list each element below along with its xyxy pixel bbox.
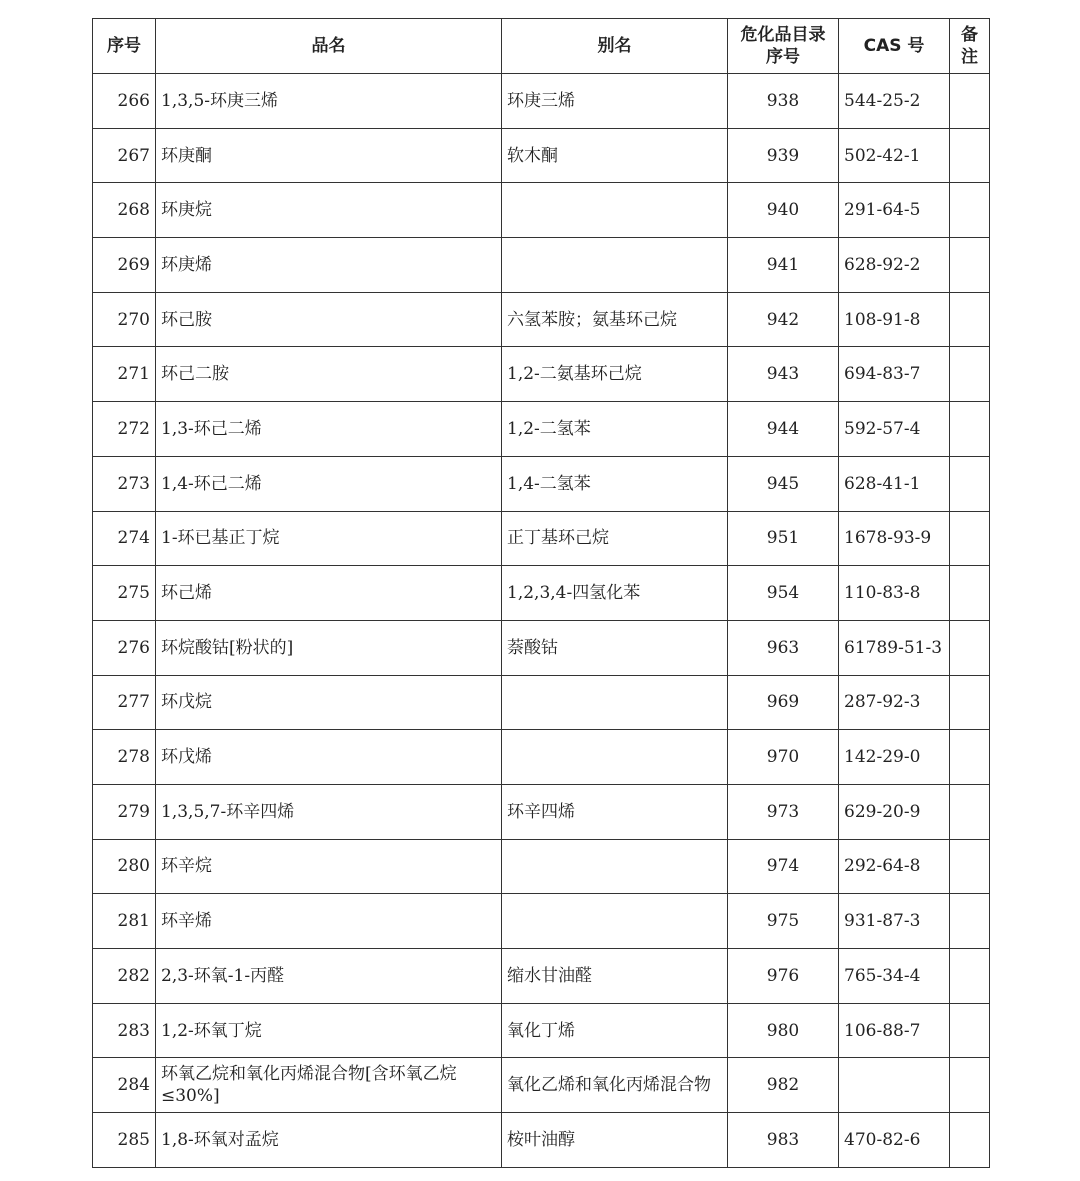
cell-alias: 缩水甘油醛 (502, 949, 728, 1004)
cell-name: 环庚烷 (156, 183, 502, 238)
cell-name: 1,8-环氧对孟烷 (156, 1113, 502, 1168)
table-row (93, 1003, 990, 1058)
cell-cas: 931-87-3 (839, 894, 950, 949)
header-seq: 序号 (93, 19, 156, 74)
cell-cas: 292-64-8 (839, 839, 950, 894)
header-note-line1: 备 (961, 25, 978, 45)
cell-catalog-no: 963 (728, 620, 839, 675)
cell-catalog-no: 973 (728, 784, 839, 839)
cell-alias (502, 839, 728, 894)
table-row (93, 511, 990, 566)
cell-alias: 环辛四烯 (502, 784, 728, 839)
header-alias: 别名 (502, 19, 728, 74)
cell-catalog-no: 970 (728, 730, 839, 785)
cell-name: 1,3-环己二烯 (156, 402, 502, 457)
cell-name: 环己二胺 (156, 347, 502, 402)
cell-catalog-no: 982 (728, 1058, 839, 1113)
table-row (93, 675, 990, 730)
cell-cas: 142-29-0 (839, 730, 950, 785)
cell-seq: 266 (93, 74, 156, 129)
cell-note (950, 784, 990, 839)
cell-alias: 氧化乙烯和氧化丙烯混合物 (502, 1058, 728, 1113)
table-row (93, 402, 990, 457)
table-row (93, 620, 990, 675)
header-name: 品名 (156, 19, 502, 74)
header-catalog-no-line1: 危化品目录 (740, 25, 826, 45)
cell-seq: 274 (93, 511, 156, 566)
cell-seq: 268 (93, 183, 156, 238)
table-row (93, 238, 990, 293)
table-row (93, 894, 990, 949)
cell-catalog-no: 939 (728, 128, 839, 183)
cell-seq: 267 (93, 128, 156, 183)
cell-alias: 氧化丁烯 (502, 1003, 728, 1058)
cell-note (950, 456, 990, 511)
cell-catalog-no: 969 (728, 675, 839, 730)
cell-cas: 287-92-3 (839, 675, 950, 730)
cell-alias: 萘酸钴 (502, 620, 728, 675)
table-row (93, 839, 990, 894)
cell-cas: 110-83-8 (839, 566, 950, 621)
cell-seq: 272 (93, 402, 156, 457)
cell-note (950, 1003, 990, 1058)
table-row (93, 347, 990, 402)
header-row (93, 19, 990, 74)
table-row (93, 128, 990, 183)
cell-note (950, 730, 990, 785)
cell-name: 1,3,5,7-环辛四烯 (156, 784, 502, 839)
cell-alias (502, 675, 728, 730)
cell-cas: 628-92-2 (839, 238, 950, 293)
cell-catalog-no: 976 (728, 949, 839, 1004)
cell-alias (502, 730, 728, 785)
cell-catalog-no: 942 (728, 292, 839, 347)
cell-alias: 1,4-二氢苯 (502, 456, 728, 511)
cell-name: 环辛烯 (156, 894, 502, 949)
cell-seq: 269 (93, 238, 156, 293)
cell-note (950, 566, 990, 621)
cell-name: 环戊烯 (156, 730, 502, 785)
cell-name: 环氧乙烷和氧化丙烯混合物[含环氧乙烷≤30%] (156, 1058, 502, 1113)
cell-seq: 279 (93, 784, 156, 839)
cell-alias: 六氢苯胺；氨基环己烷 (502, 292, 728, 347)
cell-note (950, 675, 990, 730)
cell-cas: 629-20-9 (839, 784, 950, 839)
cell-seq: 277 (93, 675, 156, 730)
cell-note (950, 1113, 990, 1168)
cell-note (950, 183, 990, 238)
chemical-table (92, 18, 990, 1168)
cell-note (950, 1058, 990, 1113)
cell-cas (839, 1058, 950, 1113)
cell-seq: 284 (93, 1058, 156, 1113)
header-note-line2: 注 (961, 47, 978, 67)
cell-cas: 61789-51-3 (839, 620, 950, 675)
table-row (93, 949, 990, 1004)
table-row (93, 566, 990, 621)
cell-catalog-no: 940 (728, 183, 839, 238)
cell-seq: 282 (93, 949, 156, 1004)
cell-seq: 273 (93, 456, 156, 511)
cell-catalog-no: 951 (728, 511, 839, 566)
table-row (93, 730, 990, 785)
cell-cas: 502-42-1 (839, 128, 950, 183)
table-row (93, 292, 990, 347)
cell-note (950, 128, 990, 183)
cell-cas: 628-41-1 (839, 456, 950, 511)
cell-cas: 765-34-4 (839, 949, 950, 1004)
cell-note (950, 511, 990, 566)
cell-name: 环戊烷 (156, 675, 502, 730)
cell-alias (502, 894, 728, 949)
table-row (93, 74, 990, 129)
cell-cas: 470-82-6 (839, 1113, 950, 1168)
cell-cas: 694-83-7 (839, 347, 950, 402)
header-catalog-no-line2: 序号 (766, 47, 800, 67)
cell-catalog-no: 945 (728, 456, 839, 511)
cell-seq: 270 (93, 292, 156, 347)
cell-seq: 281 (93, 894, 156, 949)
cell-seq: 276 (93, 620, 156, 675)
cell-alias: 环庚三烯 (502, 74, 728, 129)
cell-name: 环辛烷 (156, 839, 502, 894)
table-row (93, 1058, 990, 1113)
cell-note (950, 949, 990, 1004)
cell-alias: 1,2,3,4-四氢化苯 (502, 566, 728, 621)
cell-note (950, 347, 990, 402)
cell-alias: 1,2-二氨基环己烷 (502, 347, 728, 402)
cell-catalog-no: 983 (728, 1113, 839, 1168)
cell-catalog-no: 954 (728, 566, 839, 621)
table-row (93, 784, 990, 839)
table-row (93, 1113, 990, 1168)
cell-note (950, 292, 990, 347)
table-row (93, 183, 990, 238)
cell-note (950, 839, 990, 894)
cell-catalog-no: 938 (728, 74, 839, 129)
cell-seq: 275 (93, 566, 156, 621)
cell-name: 环庚烯 (156, 238, 502, 293)
cell-note (950, 620, 990, 675)
cell-seq: 278 (93, 730, 156, 785)
cell-alias: 软木酮 (502, 128, 728, 183)
cell-cas: 1678-93-9 (839, 511, 950, 566)
cell-seq: 271 (93, 347, 156, 402)
cell-catalog-no: 944 (728, 402, 839, 457)
cell-note (950, 238, 990, 293)
header-note (950, 19, 990, 74)
cell-name: 1,2-环氧丁烷 (156, 1003, 502, 1058)
cell-note (950, 894, 990, 949)
cell-note (950, 74, 990, 129)
cell-name: 环己烯 (156, 566, 502, 621)
cell-alias (502, 183, 728, 238)
cell-catalog-no: 975 (728, 894, 839, 949)
cell-catalog-no: 941 (728, 238, 839, 293)
cell-catalog-no: 943 (728, 347, 839, 402)
cell-name: 1-环已基正丁烷 (156, 511, 502, 566)
cell-seq: 280 (93, 839, 156, 894)
cell-name: 环庚酮 (156, 128, 502, 183)
cell-cas: 544-25-2 (839, 74, 950, 129)
cell-seq: 285 (93, 1113, 156, 1168)
cell-name: 2,3-环氧-1-丙醛 (156, 949, 502, 1004)
cell-alias: 桉叶油醇 (502, 1113, 728, 1168)
cell-name: 环己胺 (156, 292, 502, 347)
cell-alias: 正丁基环己烷 (502, 511, 728, 566)
header-catalog-no (728, 19, 839, 74)
cell-seq: 283 (93, 1003, 156, 1058)
cell-catalog-no: 974 (728, 839, 839, 894)
header-cas: CAS 号 (839, 19, 950, 74)
cell-alias (502, 238, 728, 293)
cell-cas: 108-91-8 (839, 292, 950, 347)
cell-alias: 1,2-二氢苯 (502, 402, 728, 457)
cell-name: 1,3,5-环庚三烯 (156, 74, 502, 129)
cell-cas: 592-57-4 (839, 402, 950, 457)
cell-cas: 106-88-7 (839, 1003, 950, 1058)
cell-name: 环烷酸钴[粉状的] (156, 620, 502, 675)
cell-name: 1,4-环己二烯 (156, 456, 502, 511)
table-row (93, 456, 990, 511)
cell-cas: 291-64-5 (839, 183, 950, 238)
table-body (93, 74, 990, 1168)
cell-note (950, 402, 990, 457)
cell-catalog-no: 980 (728, 1003, 839, 1058)
